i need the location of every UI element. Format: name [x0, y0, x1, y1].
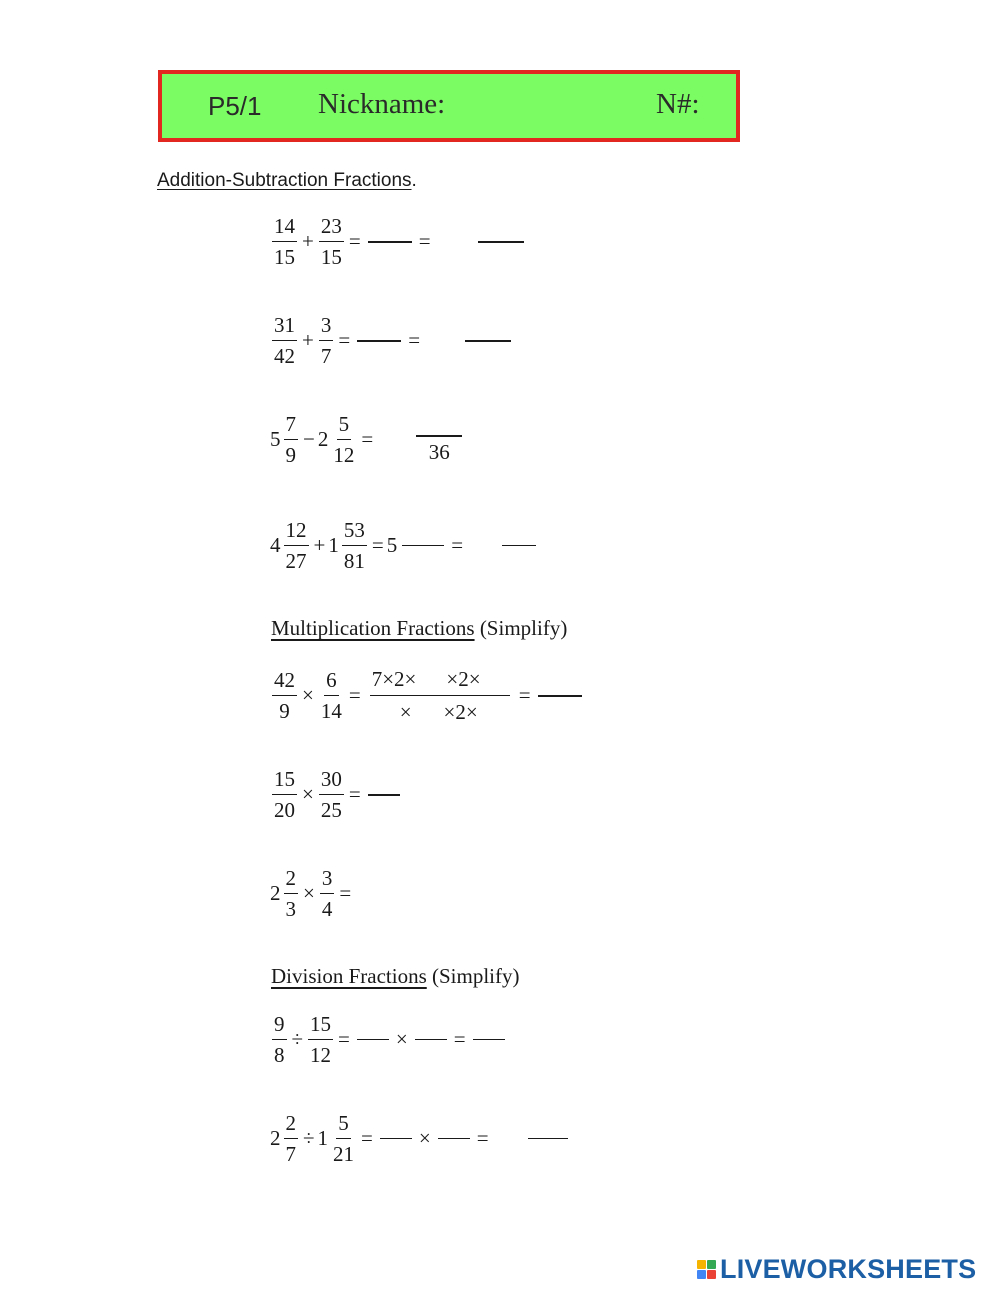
denominator: 3: [285, 897, 296, 921]
numerator: 12: [284, 517, 309, 546]
answer-blank[interactable]: [438, 1138, 470, 1139]
equals-sign: =: [338, 1027, 350, 1051]
denominator: 7: [320, 344, 332, 368]
number-label: N#:: [656, 88, 700, 120]
denominator: 8: [274, 1043, 285, 1067]
equals-sign: =: [451, 533, 464, 557]
fraction: [331, 411, 356, 468]
nickname-label: Nickname:: [318, 88, 446, 120]
step-bot-1: ×: [399, 700, 412, 724]
problem-mult-1: [270, 665, 586, 726]
answer-blank[interactable]: [538, 695, 582, 697]
answer-blank[interactable]: [368, 794, 400, 796]
problem-mult-3: [270, 865, 354, 922]
fraction: [284, 1110, 299, 1167]
numerator: 2: [284, 1110, 299, 1139]
fraction: [331, 1110, 356, 1167]
fraction: [272, 766, 297, 823]
equals-sign: =: [518, 683, 531, 707]
problem-add-1: [270, 213, 528, 270]
answer-blank[interactable]: [478, 241, 524, 243]
result-whole: 5: [386, 533, 398, 557]
denominator: 21: [333, 1142, 355, 1166]
denominator: 7: [285, 1142, 296, 1166]
equals-sign: =: [348, 782, 361, 806]
fraction: [319, 667, 344, 724]
liveworksheets-icon: [697, 1260, 716, 1279]
fraction: [308, 1011, 333, 1068]
logo-square-l: [697, 1260, 706, 1269]
equals-sign: =: [348, 229, 361, 253]
fraction: [272, 1011, 287, 1068]
liveworksheets-logo[interactable]: [697, 1254, 976, 1285]
equals-sign: =: [361, 427, 374, 451]
answer-blank[interactable]: [465, 340, 511, 342]
fraction: [320, 865, 335, 922]
answer-blank[interactable]: [528, 1138, 568, 1139]
header-box: [158, 70, 740, 142]
numerator: 14: [272, 213, 297, 242]
plus-sign: +: [302, 229, 314, 253]
problem-mult-2: [270, 766, 404, 823]
equals-sign: =: [371, 533, 384, 557]
numerator: 30: [319, 766, 344, 795]
numerator: 6: [324, 667, 339, 696]
answer-denominator: 36: [428, 439, 450, 464]
step-top-1: 7×2×: [371, 667, 417, 691]
denominator: 20: [274, 798, 295, 822]
times-sign: ×: [418, 1126, 431, 1150]
equals-sign: =: [476, 1126, 489, 1150]
numerator: 3: [320, 865, 335, 894]
whole-number: 1: [317, 1126, 329, 1150]
problem-sub-1: [270, 411, 462, 468]
numerator: 53: [342, 517, 367, 546]
answer-blank[interactable]: [502, 545, 536, 546]
denominator: 25: [320, 798, 342, 822]
numerator: 15: [308, 1011, 333, 1040]
denominator: 4: [321, 897, 333, 921]
times-sign: ×: [395, 1027, 408, 1051]
divide-sign: ÷: [291, 1027, 304, 1051]
whole-number: 2: [270, 1126, 281, 1150]
denominator: 9: [285, 443, 296, 467]
class-label: P5/1: [208, 91, 262, 121]
numerator: 3: [319, 312, 334, 341]
whole-number: 2: [270, 881, 281, 905]
whole-number: 5: [270, 427, 281, 451]
logo-square-v: [697, 1270, 706, 1279]
denominator: 15: [320, 245, 342, 269]
answer-blank[interactable]: [380, 1138, 412, 1139]
equals-sign: =: [339, 881, 352, 905]
numerator: 23: [319, 213, 344, 242]
denominator: 15: [274, 245, 295, 269]
add-sub-title-text: Addition-Subtraction Fractions: [157, 170, 412, 191]
problem-add-3: [270, 517, 540, 574]
numerator: 31: [272, 312, 297, 341]
denominator: 9: [279, 699, 290, 723]
problem-div-2: [270, 1110, 572, 1167]
answer-blank[interactable]: [357, 340, 401, 342]
denominator: 81: [343, 549, 365, 573]
answer-blank[interactable]: [357, 1039, 389, 1040]
equals-sign: =: [348, 683, 361, 707]
fraction: [272, 312, 297, 369]
fraction: [319, 766, 344, 823]
denominator: 14: [320, 699, 342, 723]
fraction: [319, 312, 334, 369]
answer-blank[interactable]: [402, 545, 444, 546]
div-title-text: Division Fractions: [271, 964, 427, 988]
fraction: [284, 411, 299, 468]
working-numerator[interactable]: [370, 665, 510, 696]
whole-number: 4: [270, 533, 281, 557]
logo-square-i: [707, 1260, 716, 1269]
denominator: 42: [274, 344, 295, 368]
equals-sign: =: [408, 328, 421, 352]
plus-sign: +: [302, 328, 314, 352]
equals-sign: =: [361, 1126, 373, 1150]
denominator: 12: [310, 1043, 332, 1067]
equals-sign: =: [418, 229, 431, 253]
minus-sign: −: [303, 427, 315, 451]
working-denominator[interactable]: [370, 696, 478, 726]
mult-title-text: Multiplication Fractions: [271, 616, 475, 640]
problem-div-1: [270, 1011, 509, 1068]
div-title-note: (Simplify): [432, 964, 520, 988]
numerator: 42: [272, 667, 297, 696]
answer-slot[interactable]: [416, 435, 462, 465]
answer-blank[interactable]: [415, 1039, 447, 1040]
numerator: 5: [336, 1110, 351, 1139]
numerator: 2: [284, 865, 299, 894]
logo-square-e: [707, 1270, 716, 1279]
answer-blank[interactable]: [368, 241, 412, 243]
times-sign: ×: [303, 881, 315, 905]
add-sub-title-period: .: [411, 170, 417, 191]
step-top-2: ×2×: [446, 667, 481, 691]
mult-title-note: (Simplify): [479, 616, 568, 640]
denominator: 27: [285, 549, 307, 573]
whole-number: 1: [328, 533, 339, 557]
fraction: [319, 213, 344, 270]
fraction: [342, 517, 367, 574]
mult-title: [271, 616, 567, 641]
logo-text: LIVEWORKSHEETS: [720, 1254, 977, 1284]
whole-number: 2: [317, 427, 329, 451]
fraction: [272, 213, 297, 270]
problem-add-2: [270, 312, 515, 369]
add-sub-title: [157, 170, 417, 192]
div-title: [271, 964, 520, 989]
working-fraction: [370, 665, 510, 726]
step-bot-2: ×2×: [443, 700, 478, 724]
numerator: 9: [272, 1011, 287, 1040]
fraction: [284, 517, 309, 574]
equals-sign: =: [338, 328, 351, 352]
divide-sign: ÷: [303, 1126, 315, 1150]
fraction: [284, 865, 299, 922]
fraction: [272, 667, 297, 724]
answer-blank[interactable]: [473, 1039, 505, 1040]
plus-sign: +: [313, 533, 326, 557]
numerator: 7: [284, 411, 299, 440]
equals-sign: =: [453, 1027, 466, 1051]
times-sign: ×: [302, 683, 314, 707]
numerator: 15: [272, 766, 297, 795]
times-sign: ×: [302, 782, 314, 806]
numerator: 5: [337, 411, 352, 440]
denominator: 12: [333, 443, 355, 467]
